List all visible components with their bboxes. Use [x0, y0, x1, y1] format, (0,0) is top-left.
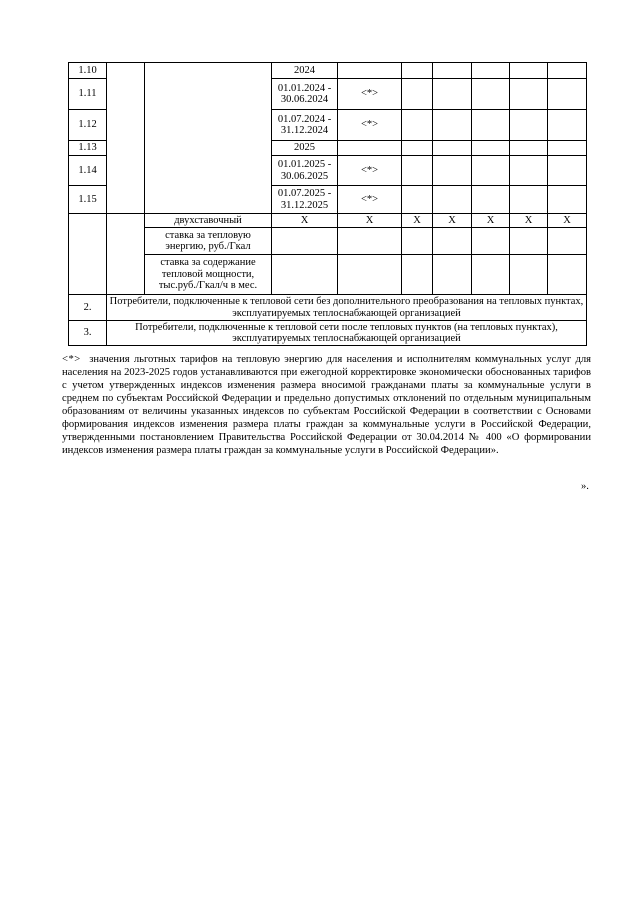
x-mark: X [548, 214, 587, 228]
footnote-ref: <*> [338, 110, 402, 141]
row-number: 1.15 [69, 186, 107, 214]
period-cell: 01.01.2025 - 30.06.2025 [272, 156, 338, 186]
period-cell: 01.01.2024 - 30.06.2024 [272, 79, 338, 110]
footnote-mark: <*> [62, 354, 81, 365]
empty-cell [107, 63, 145, 214]
table-row [69, 321, 587, 346]
footnote-ref: <*> [338, 156, 402, 186]
x-mark: X [272, 214, 338, 228]
table-row [69, 214, 587, 228]
two-part-label: двухставочный [145, 214, 272, 228]
empty-cell [145, 63, 272, 214]
empty-cell [107, 214, 145, 295]
section-2-text: Потребители, подключенные к тепловой сети без дополнительного преобразования на тепловых пунктах, эксплуатируемых теплоснабжающей организацией [107, 295, 587, 321]
x-mark: X [510, 214, 548, 228]
footnote [62, 353, 591, 457]
table-row [69, 295, 587, 321]
empty-cell [69, 214, 107, 295]
period-cell: 01.07.2024 - 31.12.2024 [272, 110, 338, 141]
x-mark: X [433, 214, 472, 228]
footnote-ref: <*> [338, 186, 402, 214]
x-mark: X [338, 214, 402, 228]
table-row [69, 255, 587, 295]
row-number: 1.12 [69, 110, 107, 141]
footnote-text: значения льготных тарифов на тепловую энергию для населения и исполнителям коммунальных услуг для населения на 2023-2025 годов устанавливаются при ежегодной корректировке экономически обоснованных тарифов с учетом утвержденных индексов изменения размера вносимой гражданами платы за коммунальные услуги в среднем по субъектам Российской Федерации и предельно допустимых отклонений по отдельным муниципальным образованиям от величины указанных индексов по субъектам Российской Федерации в соответствии с Основами формирования индексов изменения размера платы граждан за коммунальные услуги в Российской Федерации, утвержденными постановлением Правительства Российской Федерации от 30.04.2014 № 400 «О формировании индексов изменения размера платы граждан за коммунальные услуги в Российской Федерации». [62, 354, 592, 456]
row-number: 1.10 [69, 63, 107, 79]
rate-energy-label: ставка за тепловую энергию, руб./Гкал [145, 228, 272, 255]
tariff-table [68, 62, 587, 346]
row-number: 1.14 [69, 156, 107, 186]
closing-quote: ». [581, 481, 589, 492]
period-cell: 01.07.2025 - 31.12.2025 [272, 186, 338, 214]
period-cell: 2024 [272, 63, 338, 79]
row-number: 1.13 [69, 141, 107, 156]
table-row [69, 228, 587, 255]
section-number: 3. [69, 321, 107, 346]
row-number: 1.11 [69, 79, 107, 110]
table-row [69, 63, 587, 79]
period-cell: 2025 [272, 141, 338, 156]
rate-capacity-label: ставка за содержание тепловой мощности, тыс.руб./Гкал/ч в мес. [145, 255, 272, 295]
footnote-ref: <*> [338, 79, 402, 110]
section-number: 2. [69, 295, 107, 321]
x-mark: X [472, 214, 510, 228]
section-3-text: Потребители, подключенные к тепловой сети после тепловых пунктов (на тепловых пунктах), эксплуатируемых теплоснабжающей организацией [107, 321, 587, 346]
x-mark: X [402, 214, 433, 228]
